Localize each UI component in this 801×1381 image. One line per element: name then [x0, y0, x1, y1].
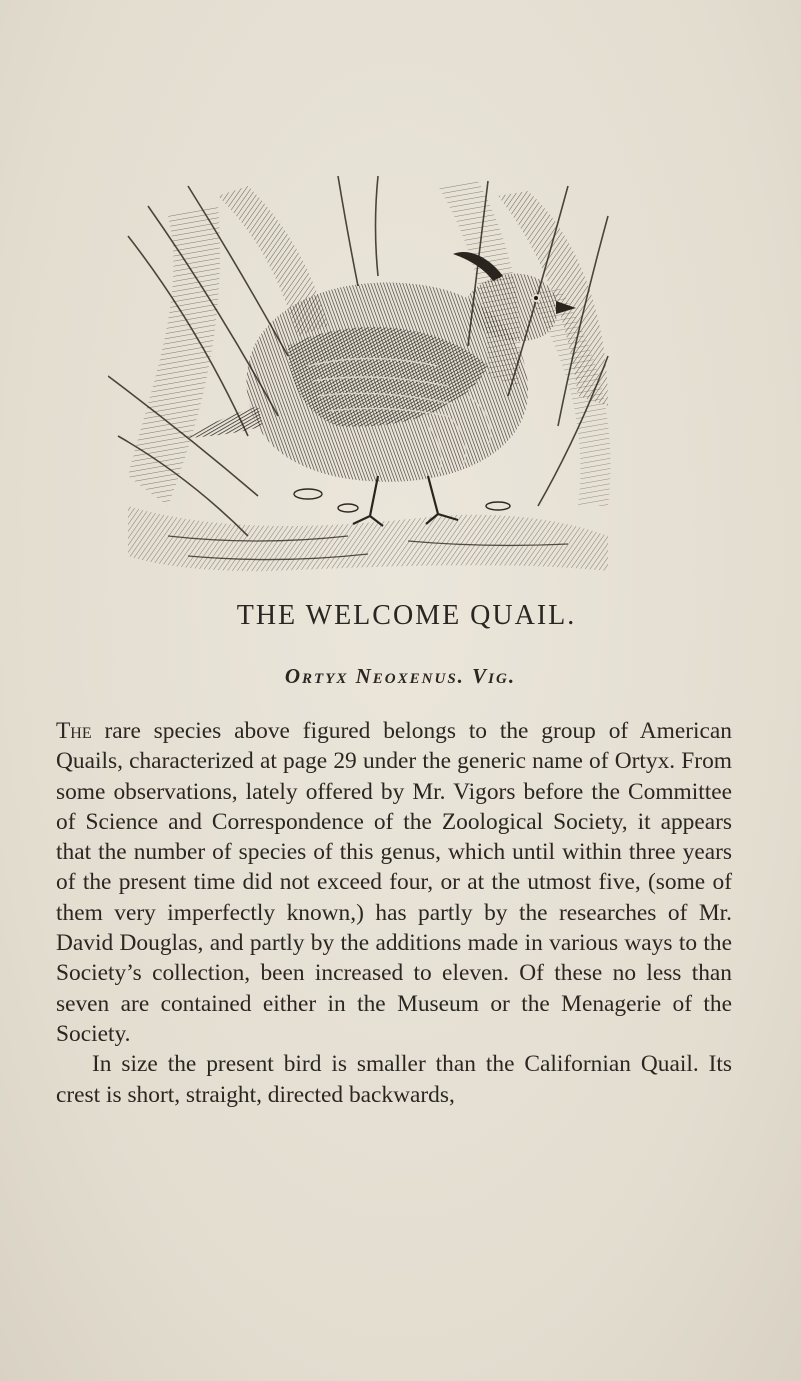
- page-title: THE WELCOME QUAIL.: [236, 600, 577, 631]
- species-subtitle: Ortyx Neoxenus. Vig.: [284, 664, 517, 688]
- article-body: [56, 716, 732, 1110]
- paragraph-1: [56, 716, 732, 1049]
- quail-engraving: [108, 176, 628, 576]
- paragraph-2: In size the present bird is smaller than the Californian Quail. Its crest is short, straight, directed backwards,: [56, 1051, 732, 1108]
- paragraph-1-text: rare species above figured belongs to the group of American Quails, characterized at page 29 under the generic name of Ortyx. From some observations, lately offered by Mr. Vigors before the Committee of Science and Correspondence of the Zoological Society, it appears that the number of species of this genus, which until within three years of the present time did not exceed four, or at the utmost five, (some of them very imperfectly known,) has partly by the researches of Mr. David Douglas, and partly by the additions made in various ways to the Society’s collection, been increased to eleven. Of these no less than seven are contained either in the Museum or the Menagerie of the Society.: [56, 718, 732, 1047]
- paragraph-lead-word: The: [56, 718, 92, 744]
